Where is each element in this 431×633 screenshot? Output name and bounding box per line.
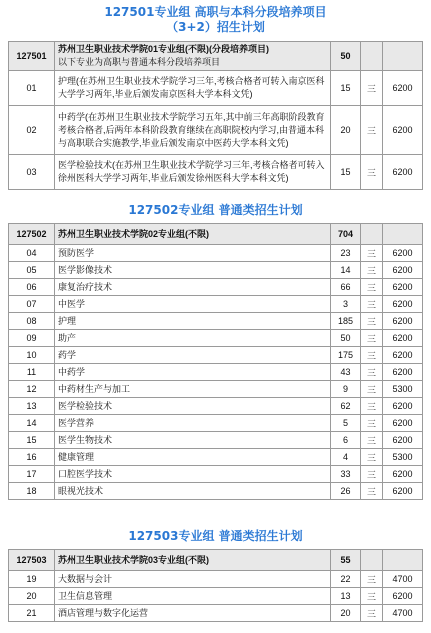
duration: 三: [361, 415, 383, 432]
table-row: [9, 71, 423, 106]
tuition: 6200: [383, 330, 423, 347]
major-code: 12: [9, 381, 55, 398]
major-name: 健康管理: [55, 449, 331, 466]
duration: 三: [361, 71, 383, 106]
group3-title: 127503专业组 普通类招生计划: [128, 529, 303, 543]
group-name-text: 苏州卫生职业技术学院01专业组(不限)(分段培养项目): [58, 44, 270, 54]
table-row: [9, 364, 423, 381]
duration: 三: [361, 364, 383, 381]
plan-count: 185: [331, 313, 361, 330]
duration: 三: [361, 483, 383, 500]
major-name: 中药学: [55, 364, 331, 381]
plan-count: 15: [331, 71, 361, 106]
duration: 三: [361, 449, 383, 466]
major-code: 14: [9, 415, 55, 432]
duration: 三: [361, 262, 383, 279]
duration: 三: [361, 588, 383, 605]
table-row: [9, 313, 423, 330]
major-name: 护理: [55, 313, 331, 330]
tuition: 6200: [383, 155, 423, 190]
duration: 三: [361, 245, 383, 262]
plan-count: 175: [331, 347, 361, 364]
tuition: 6200: [383, 279, 423, 296]
table-row: [9, 330, 423, 347]
major-name: 中药材生产与加工: [55, 381, 331, 398]
tuition: 6200: [383, 415, 423, 432]
plan-count: 23: [331, 245, 361, 262]
plan-count: 13: [331, 588, 361, 605]
major-code: 21: [9, 605, 55, 622]
duration: 三: [361, 347, 383, 364]
major-name: 中医学: [55, 296, 331, 313]
major-name: 康复治疗技术: [55, 279, 331, 296]
tuition: 6200: [383, 364, 423, 381]
major-code: 18: [9, 483, 55, 500]
table-row: [9, 483, 423, 500]
tuition: 6200: [383, 483, 423, 500]
table-row: [9, 605, 423, 622]
tuition: 6200: [383, 245, 423, 262]
duration: 三: [361, 398, 383, 415]
major-code: 02: [9, 106, 55, 155]
group-name: 苏州卫生职业技术学院03专业组(不限): [55, 550, 331, 571]
group-code: 127501: [9, 42, 55, 71]
major-code: 13: [9, 398, 55, 415]
tuition: 6200: [383, 71, 423, 106]
group2-rows: [9, 245, 423, 500]
table-row: [9, 279, 423, 296]
table-row: [9, 245, 423, 262]
group3-header-row: [9, 550, 423, 571]
group2-table: [8, 223, 423, 500]
group3-rows: [9, 571, 423, 622]
table-row: [9, 106, 423, 155]
group2-title: 127502专业组 普通类招生计划: [128, 203, 303, 217]
group-note: 以下专业为高职与普通本科分段培养项目: [58, 57, 221, 67]
major-name: 大数据与会计: [55, 571, 331, 588]
table-row: [9, 155, 423, 190]
duration: 三: [361, 605, 383, 622]
duration: 三: [361, 296, 383, 313]
major-name: 中药学(在苏州卫生职业技术学院学习五年,其中前三年高职阶段教育考核合格者,后两年本科阶段教育继续在高职院校内学习,由普通本科与高职联合实施教学,毕业后颁发南京中医药大学本科文凭): [55, 106, 331, 155]
tuition: 6200: [383, 313, 423, 330]
major-name: 医学检验技术(在苏州卫生职业技术学院学习三年,考核合格者可转入徐州医科大学学习两年,毕业后颁发徐州医科大学本科文凭): [55, 155, 331, 190]
table-row: [9, 571, 423, 588]
major-name: 药学: [55, 347, 331, 364]
plan-count: 5: [331, 415, 361, 432]
major-name: 医学营养: [55, 415, 331, 432]
plan-count: 26: [331, 483, 361, 500]
major-name: 卫生信息管理: [55, 588, 331, 605]
major-name: 口腔医学技术: [55, 466, 331, 483]
major-name: 助产: [55, 330, 331, 347]
major-code: 20: [9, 588, 55, 605]
major-code: 09: [9, 330, 55, 347]
plan-count: 6: [331, 432, 361, 449]
group1-header-row: [9, 42, 423, 71]
major-name: 预防医学: [55, 245, 331, 262]
table-row: [9, 588, 423, 605]
group-count: 55: [331, 550, 361, 571]
group-count: 704: [331, 224, 361, 245]
plan-count: 3: [331, 296, 361, 313]
table-row: [9, 415, 423, 432]
tuition: 6200: [383, 262, 423, 279]
duration: 三: [361, 432, 383, 449]
table-row: [9, 432, 423, 449]
major-name: 眼视光技术: [55, 483, 331, 500]
plan-count: 20: [331, 106, 361, 155]
duration: 三: [361, 279, 383, 296]
major-code: 17: [9, 466, 55, 483]
group-code: 127502: [9, 224, 55, 245]
duration: 三: [361, 155, 383, 190]
group-name: 苏州卫生职业技术学院02专业组(不限): [55, 224, 331, 245]
group-127503: [0, 522, 431, 622]
duration: 三: [361, 106, 383, 155]
major-name: 医学生物技术: [55, 432, 331, 449]
major-code: 15: [9, 432, 55, 449]
table-row: [9, 449, 423, 466]
plan-count: 43: [331, 364, 361, 381]
major-code: 16: [9, 449, 55, 466]
table-row: [9, 347, 423, 364]
major-code: 07: [9, 296, 55, 313]
major-code: 01: [9, 71, 55, 106]
duration: 三: [361, 330, 383, 347]
group-127501: [0, 0, 431, 190]
plan-count: 66: [331, 279, 361, 296]
major-code: 04: [9, 245, 55, 262]
plan-count: 33: [331, 466, 361, 483]
major-code: 05: [9, 262, 55, 279]
table-row: [9, 398, 423, 415]
group3-table: [8, 549, 423, 622]
table-row: [9, 381, 423, 398]
plan-count: 14: [331, 262, 361, 279]
duration: 三: [361, 381, 383, 398]
group1-subtitle: （3+2）招生计划: [166, 20, 265, 34]
table-row: [9, 262, 423, 279]
plan-count: 50: [331, 330, 361, 347]
tuition: 4700: [383, 571, 423, 588]
tuition: 6200: [383, 398, 423, 415]
major-code: 10: [9, 347, 55, 364]
plan-count: 22: [331, 571, 361, 588]
tuition: 6200: [383, 296, 423, 313]
group-code: 127503: [9, 550, 55, 571]
duration: 三: [361, 313, 383, 330]
major-name: 护理(在苏州卫生职业技术学院学习三年,考核合格者可转入南京医科大学学习两年,毕业后颁发南京医科大学本科文凭): [55, 71, 331, 106]
plan-count: 20: [331, 605, 361, 622]
group-name: [55, 42, 331, 71]
tuition: 5300: [383, 381, 423, 398]
group1-title: 127501专业组 高职与本科分段培养项目: [104, 5, 327, 19]
major-name: 医学检验技术: [55, 398, 331, 415]
plan-count: 62: [331, 398, 361, 415]
group-count: 50: [331, 42, 361, 71]
major-code: 19: [9, 571, 55, 588]
tuition: 6200: [383, 588, 423, 605]
table-row: [9, 296, 423, 313]
major-name: 医学影像技术: [55, 262, 331, 279]
major-code: 08: [9, 313, 55, 330]
major-code: 11: [9, 364, 55, 381]
group1-table: [8, 41, 423, 190]
group2-header-row: [9, 224, 423, 245]
major-code: 03: [9, 155, 55, 190]
tuition: 6200: [383, 106, 423, 155]
tuition: 5300: [383, 449, 423, 466]
tuition: 6200: [383, 466, 423, 483]
duration: 三: [361, 571, 383, 588]
major-name: 酒店管理与数字化运营: [55, 605, 331, 622]
plan-count: 9: [331, 381, 361, 398]
major-code: 06: [9, 279, 55, 296]
tuition: 6200: [383, 347, 423, 364]
tuition: 6200: [383, 432, 423, 449]
group-127502: [0, 196, 431, 500]
table-row: [9, 466, 423, 483]
duration: 三: [361, 466, 383, 483]
tuition: 4700: [383, 605, 423, 622]
plan-count: 4: [331, 449, 361, 466]
plan-count: 15: [331, 155, 361, 190]
